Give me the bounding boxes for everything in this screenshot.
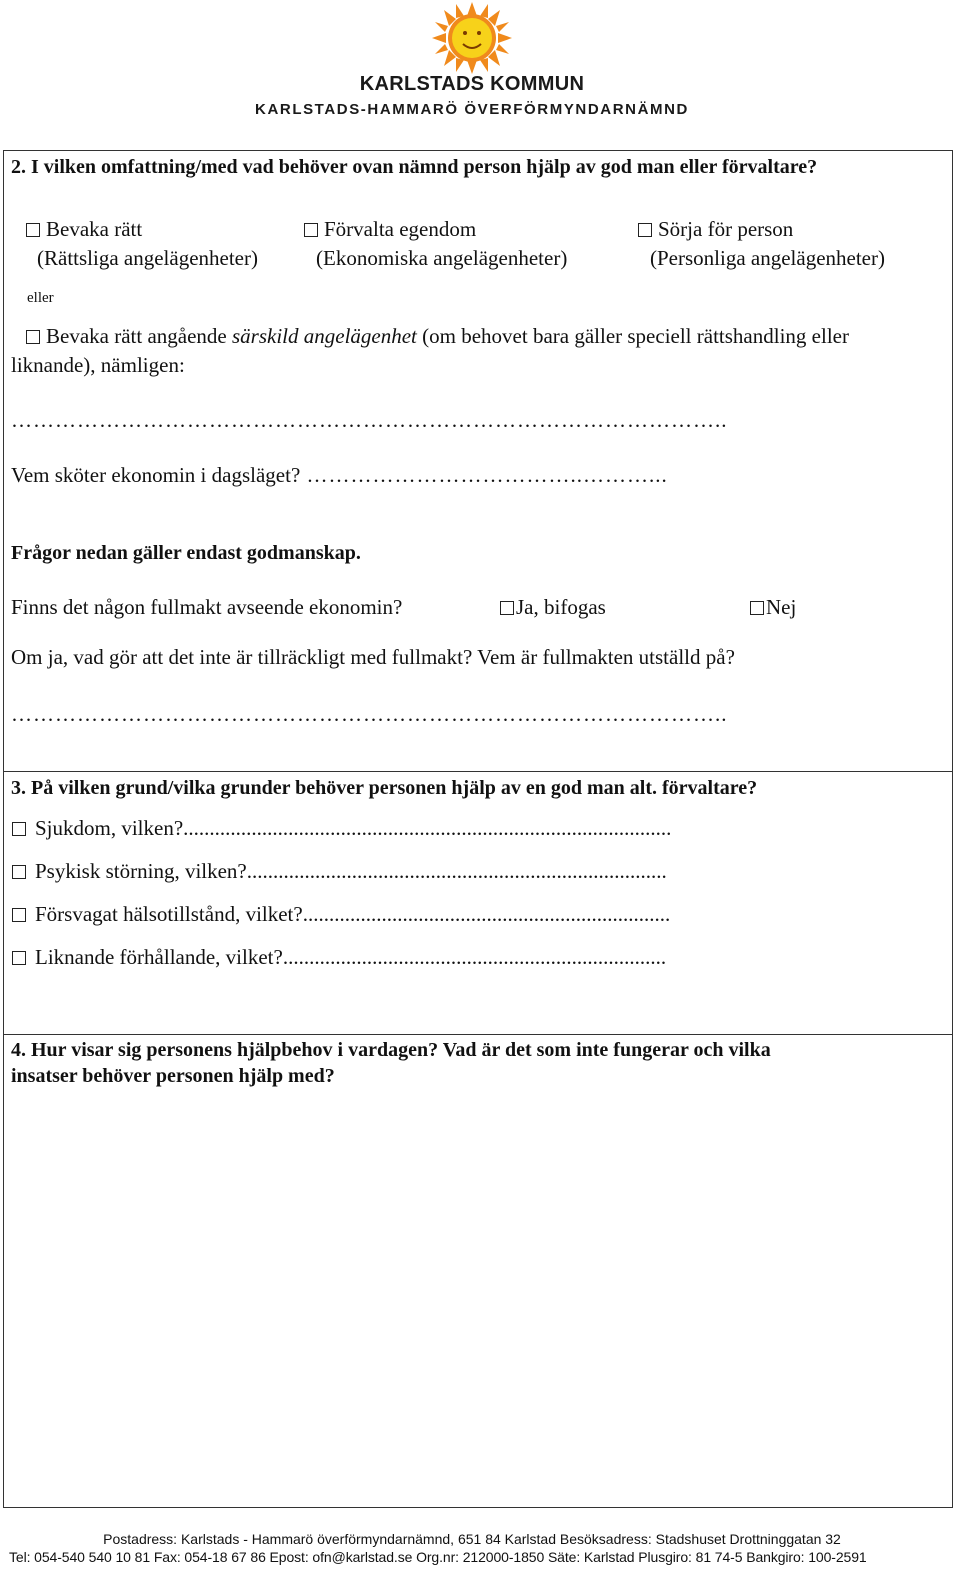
ground-label: Sjukdom, vilken?: [35, 816, 184, 840]
ground-answer-line[interactable]: ................................................................................: [246, 859, 667, 883]
section3-title: 3. På vilken grund/vilka grunder behöver personen hjälp av en god man alt. förvaltare?: [11, 777, 758, 799]
option-bevaka-ratt[interactable]: [26, 217, 142, 242]
ground-item[interactable]: [12, 859, 667, 884]
footer-contact: Tel: 054-540 540 10 81 Fax: 054-18 67 86 Epost: ofn@karlstad.se Org.nr: 212000-1850 Säte: Karlstad Plusgiro: 81 74-5 Bankgiro: 100-2591: [9, 1549, 867, 1565]
ground-item[interactable]: [12, 816, 671, 841]
proxy-question: Finns det någon fullmakt avseende ekonomin?: [11, 595, 403, 619]
godman-heading: Frågor nedan gäller endast godmanskap.: [11, 542, 361, 564]
checkbox-icon[interactable]: [26, 330, 40, 344]
proxy-followup: Om ja, vad gör att det inte är tillräckligt med fullmakt? Vem är fullmakten utställd på?: [11, 645, 735, 669]
checkbox-icon[interactable]: [638, 223, 652, 237]
section4-answer-area[interactable]: [6, 1095, 950, 1503]
ground-answer-line[interactable]: .............................................................................................: [183, 816, 672, 840]
section2-title: 2. I vilken omfattning/med vad behöver ovan nämnd person hjälp av god man eller förvaltare?: [11, 156, 818, 178]
proxy-yes-label: Ja, bifogas: [516, 595, 606, 619]
section4-title-line2: insatser behöver personen hjälp med?: [11, 1065, 335, 1087]
option-sorja-for-person[interactable]: [638, 217, 793, 242]
ground-label: Liknande förhållande, vilket?: [35, 945, 283, 969]
option-label: Sörja för person: [658, 217, 794, 241]
special-prefix: Bevaka rätt angående: [46, 324, 232, 348]
special-suffix: (om behovet bara gäller speciell rättshandling eller: [416, 324, 849, 348]
section-divider-4: [3, 1034, 953, 1035]
section-divider-3: [3, 771, 953, 772]
checkbox-icon[interactable]: [12, 951, 26, 965]
checkbox-icon[interactable]: [12, 908, 26, 922]
checkbox-icon[interactable]: [500, 601, 514, 615]
option-label: Bevaka rätt: [46, 217, 143, 241]
checkbox-icon[interactable]: [750, 601, 764, 615]
economy-answer-line[interactable]: ………………………………..………...: [300, 463, 668, 487]
special-italic: särskild angelägenhet: [232, 324, 417, 348]
option-bevaka-ratt-sub: (Rättsliga angelägenheter): [37, 246, 258, 270]
checkbox-icon[interactable]: [12, 822, 26, 836]
option-forvalta-egendom-sub: (Ekonomiska angelägenheter): [316, 246, 568, 270]
answer-line-special[interactable]: ……………………………………………………………………………………..: [11, 408, 728, 432]
proxy-no-option[interactable]: [750, 595, 796, 620]
proxy-no-label: Nej: [766, 595, 797, 619]
ground-answer-line[interactable]: .........................................................................: [282, 945, 667, 969]
ground-item[interactable]: [12, 902, 670, 927]
ground-answer-line[interactable]: ......................................................................: [302, 902, 671, 926]
ground-label: Psykisk störning, vilken?: [35, 859, 247, 883]
special-line2: liknande), nämligen:: [11, 353, 185, 377]
checkbox-icon[interactable]: [304, 223, 318, 237]
or-label: eller: [27, 290, 54, 306]
option-forvalta-egendom[interactable]: [304, 217, 476, 242]
economy-question: Vem sköter ekonomin i dagsläget?: [11, 463, 301, 487]
economy-row: [11, 463, 668, 488]
ground-item[interactable]: [12, 945, 666, 970]
option-special-matter[interactable]: [26, 324, 849, 349]
org-subname: KARLSTADS-HAMMARÖ ÖVERFÖRMYNDARNÄMND: [255, 101, 689, 118]
answer-line-proxy[interactable]: ……………………………………………………………………………………..: [11, 702, 728, 726]
checkbox-icon[interactable]: [12, 865, 26, 879]
option-sorja-for-person-sub: (Personliga angelägenheter): [650, 246, 885, 270]
footer-address: Postadress: Karlstads - Hammarö överförmyndarnämnd, 651 84 Karlstad Besöksadress: Stadshuset Drottninggatan 32: [103, 1531, 841, 1547]
section4-title-line1: 4. Hur visar sig personens hjälpbehov i vardagen? Vad är det som inte fungerar och vilka: [11, 1039, 771, 1061]
sun-logo-icon: [432, 2, 512, 74]
proxy-yes-option[interactable]: [500, 595, 606, 620]
ground-label: Försvagat hälsotillstånd, vilket?: [35, 902, 303, 926]
org-name: KARLSTADS KOMMUN: [359, 73, 585, 95]
checkbox-icon[interactable]: [26, 223, 40, 237]
option-label: Förvalta egendom: [324, 217, 477, 241]
